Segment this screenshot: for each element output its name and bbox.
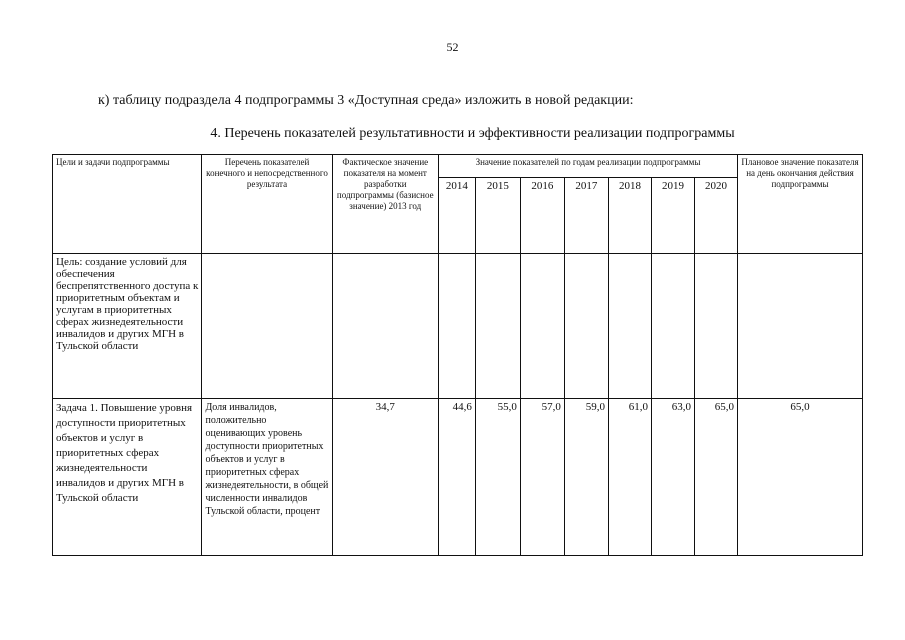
header-year-2014: 2014	[439, 178, 476, 254]
goal-row	[53, 254, 863, 399]
empty-cell	[439, 254, 476, 399]
page-number: 52	[446, 40, 459, 54]
actual-value-cell: 34,7	[332, 399, 438, 556]
empty-cell	[520, 254, 564, 399]
empty-cell	[694, 254, 737, 399]
value-2014-cell: 44,6	[439, 399, 476, 556]
empty-cell	[737, 254, 862, 399]
task-cell: Задача 1. Повышение уровня доступности приоритетных объектов и услуг в приоритетных сферах жизнедеятельности инвалидов и других МГН в Тульской области	[53, 399, 202, 556]
value-2017-cell: 59,0	[564, 399, 608, 556]
planned-value-cell: 65,0	[737, 399, 862, 556]
header-indicators: Перечень показателей конечного и непосредственного результата	[202, 155, 332, 254]
task-row	[53, 399, 863, 556]
header-by-year: Значение показателей по годам реализации подпрограммы	[439, 155, 738, 178]
header-actual: Фактическое значение показателя на момент разработки подпрограммы (базисное значение) 2013 год	[332, 155, 438, 254]
empty-cell	[608, 254, 651, 399]
header-year-2019: 2019	[651, 178, 694, 254]
header-year-2015: 2015	[475, 178, 520, 254]
value-2015-cell: 55,0	[475, 399, 520, 556]
header-goals: Цели и задачи подпрограммы	[53, 155, 202, 254]
header-year-2016: 2016	[520, 178, 564, 254]
value-2018-cell: 61,0	[608, 399, 651, 556]
empty-cell	[332, 254, 438, 399]
indicators-table	[52, 154, 863, 556]
value-2019-cell: 63,0	[651, 399, 694, 556]
empty-cell	[202, 254, 332, 399]
header-year-2018: 2018	[608, 178, 651, 254]
header-row-1	[53, 155, 863, 178]
value-2016-cell: 57,0	[520, 399, 564, 556]
empty-cell	[564, 254, 608, 399]
header-year-2020: 2020	[694, 178, 737, 254]
header-year-2017: 2017	[564, 178, 608, 254]
instruction-text: к) таблицу подраздела 4 подпрограммы 3 «Доступная среда» изложить в новой редакции:	[98, 93, 634, 108]
indicator-cell: Доля инвалидов, положительно оценивающих уровень доступности приоритетных объектов и услуг в приоритетных сферах жизнедеятельности, в общей численности инвалидов Тульской области, процент	[202, 399, 332, 556]
table-title: 4. Перечень показателей результативности и эффективности реализации подпрограммы	[210, 126, 735, 141]
goal-cell: Цель: создание условий для обеспечения беспрепятственного доступа к приоритетным объектам и услугам в приоритетных сферах жизнедеятельности инвалидов и других МГН в Тульской области	[53, 254, 202, 399]
value-2020-cell: 65,0	[694, 399, 737, 556]
empty-cell	[651, 254, 694, 399]
empty-cell	[475, 254, 520, 399]
header-planned: Плановое значение показателя на день окончания действия подпрограммы	[737, 155, 862, 254]
